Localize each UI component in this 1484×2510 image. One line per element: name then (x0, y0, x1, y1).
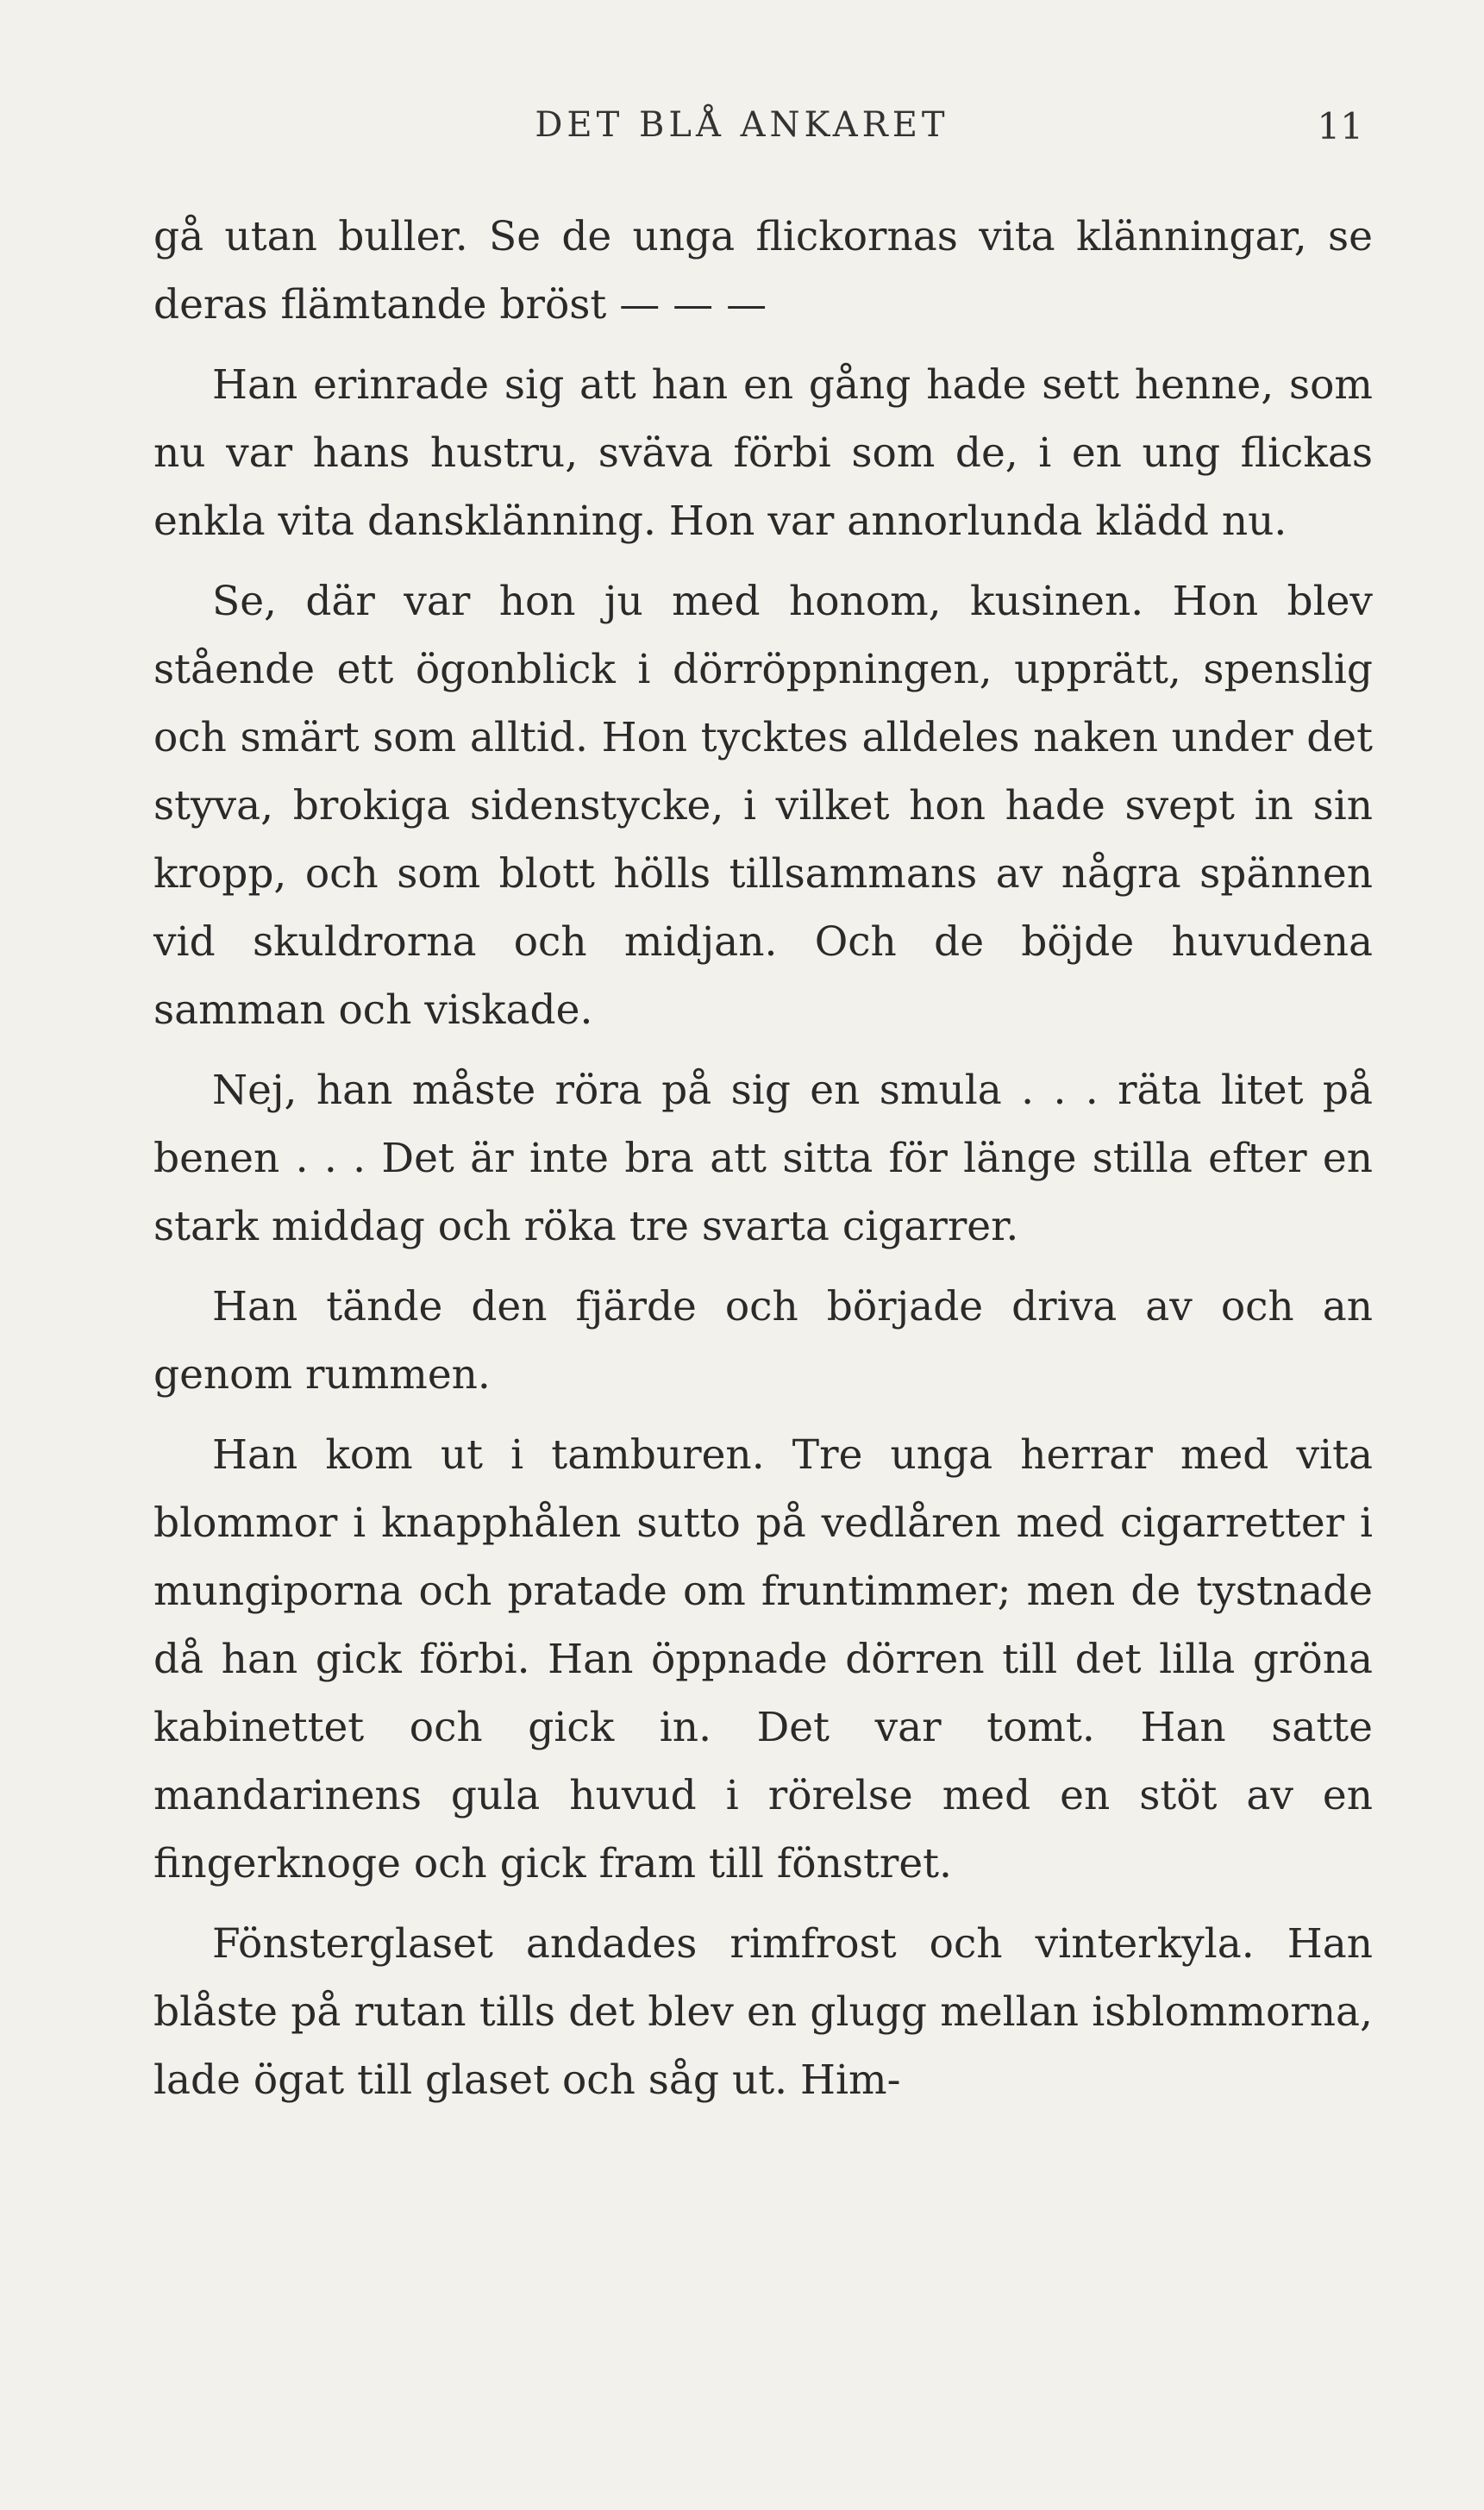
body-text (153, 203, 1373, 2114)
paragraph: Nej, han måste röra på sig en smula . . . räta litet på benen . . . Det är inte bra att sitta för länge stilla efter en stark middag och röka tre svarta cigarrer. (153, 1067, 1373, 1250)
paragraph: Han kom ut i tamburen. Tre unga herrar med vita blommor i knapphålen sutto på vedlåren med cigarretter i mungiporna och pratade om fruntimmer; men de tystnade då han gick förbi. Han öppnade dörren till det lilla gröna kabinettet och gick in. Det var tomt. Han satte mandarinens gula huvud i rörelse med en stöt av en fingerknoge och gick fram till fönstret. (153, 1431, 1373, 1887)
paragraph: gå utan buller. Se de unga flickornas vita klänningar, se deras flämtande bröst — — — (153, 213, 1373, 329)
running-head (0, 105, 1484, 157)
page-number: 11 (1317, 105, 1363, 147)
paragraph: Han erinrade sig att han en gång hade sett henne, som nu var hans hustru, sväva förbi som de, i en ung flickas enkla vita dansklänning. Hon var annorlunda klädd nu. (153, 361, 1373, 545)
running-title: DET BLÅ ANKARET (535, 105, 949, 145)
paragraph: Han tände den fjärde och började driva av och an genom rummen. (153, 1283, 1373, 1399)
paragraph: Se, där var hon ju med honom, kusinen. Hon blev stående ett ögonblick i dörröppningen, upprätt, spenslig och smärt som alltid. Hon tycktes alldeles naken under det styva, brokiga sidenstycke, i vilket hon hade svept in sin kropp, och som blott hölls tillsammans av några spännen vid skuldrorna och midjan. Och de böjde huvudena samman och viskade. (153, 578, 1373, 1034)
paragraph: Fönsterglaset andades rimfrost och vinterkyla. Han blåste på rutan tills det blev en glugg mellan isblommorna, lade ögat till glaset och såg ut. Him- (153, 1920, 1373, 2104)
